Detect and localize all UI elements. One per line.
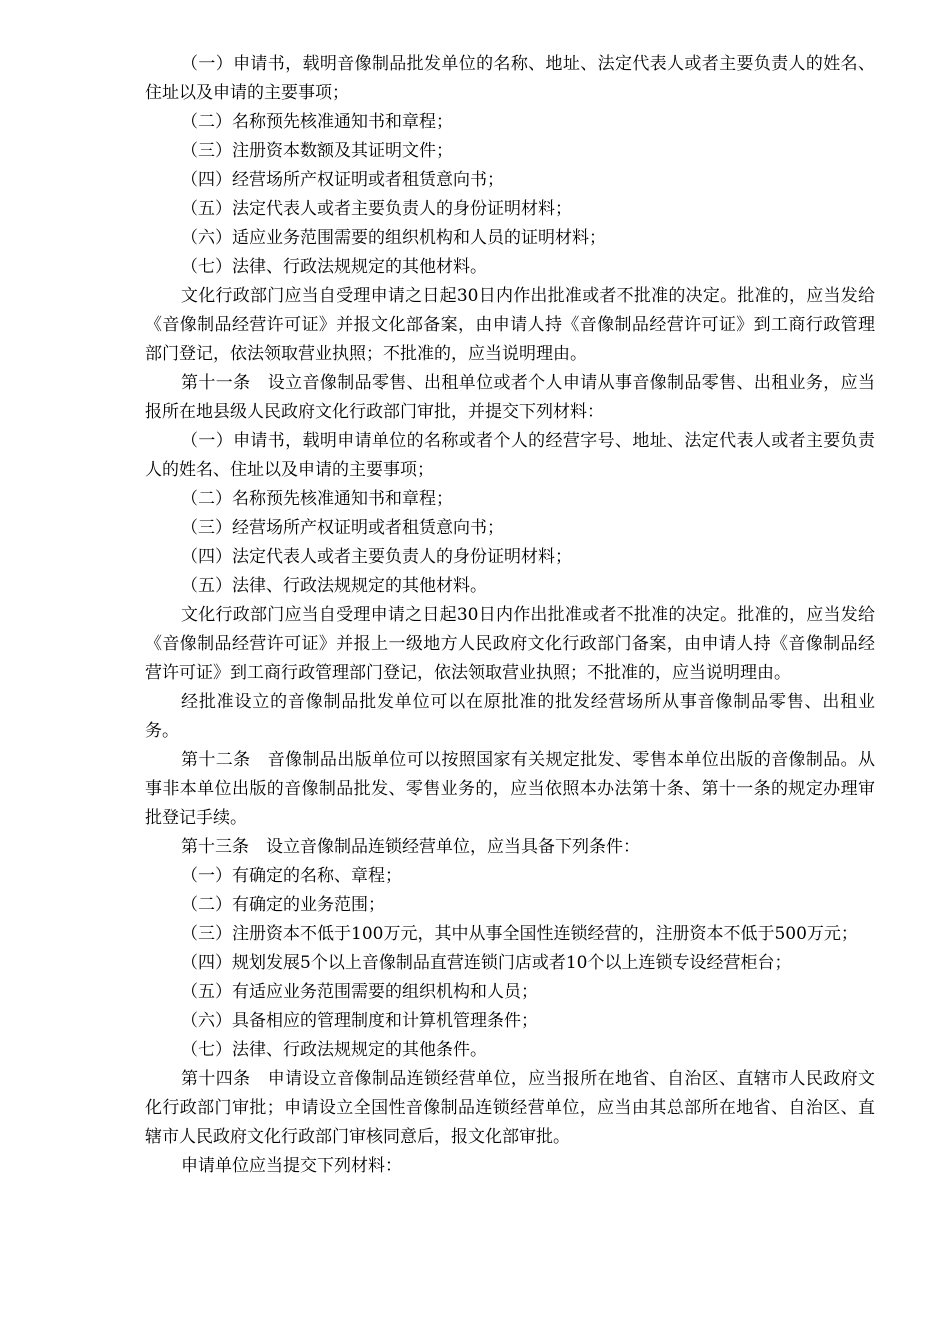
paragraph-item-3: （三）经营场所产权证明或者租赁意向书； xyxy=(181,518,504,538)
paragraph-item-7: （七）法律、行政法规规定的其他条件。 xyxy=(181,1040,487,1060)
paragraph-item-5: （五）法律、行政法规规定的其他材料。 xyxy=(181,576,487,596)
paragraph-item-1: （一）有确定的名称、章程； xyxy=(181,866,402,886)
document-page xyxy=(145,50,875,1181)
article-14: 第十四条 申请设立音像制品连锁经营单位，应当报所在地省、自治区、直辖市人民政府文化行政部门审批；申请设立全国性音像制品连锁经营单位，应当由其总部所在地省、自治区、直辖市人民政府文化行政部门审核同意后，报文化部审批。 xyxy=(145,1069,875,1147)
article-11: 第十一条 设立音像制品零售、出租单位或者个人申请从事音像制品零售、出租业务，应当报所在地县级人民政府文化行政部门审批，并提交下列材料： xyxy=(145,373,875,422)
paragraph-approval-retail: 文化行政部门应当自受理申请之日起30日内作出批准或者不批准的决定。批准的，应当发给《音像制品经营许可证》并报上一级地方人民政府文化行政部门备案，由申请人持《音像制品经营许可证》到工商行政管理部门登记，依法领取营业执照；不批准的，应当说明理由。 xyxy=(145,605,875,683)
paragraph-item-6: （六）适应业务范围需要的组织机构和人员的证明材料； xyxy=(181,228,606,248)
paragraph-wholesale-retail-note: 经批准设立的音像制品批发单位可以在原批准的批发经营场所从事音像制品零售、出租业务。 xyxy=(145,692,875,741)
paragraph-item-5: （五）有适应业务范围需要的组织机构和人员； xyxy=(181,982,538,1002)
paragraph-item-2: （二）名称预先核准通知书和章程； xyxy=(181,112,453,132)
paragraph-item-3: （三）注册资本不低于100万元，其中从事全国性连锁经营的，注册资本不低于500万元； xyxy=(181,924,858,944)
paragraph-item-1: （一）申请书，载明音像制品批发单位的名称、地址、法定代表人或者主要负责人的姓名、住址以及申请的主要事项； xyxy=(145,54,875,103)
paragraph-item-4: （四）规划发展5个以上音像制品直营连锁门店或者10个以上连锁专设经营柜台； xyxy=(181,953,792,973)
article-12: 第十二条 音像制品出版单位可以按照国家有关规定批发、零售本单位出版的音像制品。从事非本单位出版的音像制品批发、零售业务的，应当依照本办法第十条、第十一条的规定办理审批登记手续。 xyxy=(145,750,875,828)
paragraph-item-6: （六）具备相应的管理制度和计算机管理条件； xyxy=(181,1011,538,1031)
paragraph-item-2: （二）有确定的业务范围； xyxy=(181,895,385,915)
paragraph-item-4: （四）法定代表人或者主要负责人的身份证明材料； xyxy=(181,547,572,567)
paragraph-approval-wholesale: 文化行政部门应当自受理申请之日起30日内作出批准或者不批准的决定。批准的，应当发给《音像制品经营许可证》并报文化部备案，由申请人持《音像制品经营许可证》到工商行政管理部门登记，依法领取营业执照；不批准的，应当说明理由。 xyxy=(145,286,875,364)
paragraph-item-1: （一）申请书，载明申请单位的名称或者个人的经营字号、地址、法定代表人或者主要负责人的姓名、住址以及申请的主要事项； xyxy=(145,431,875,480)
paragraph-item-4: （四）经营场所产权证明或者租赁意向书； xyxy=(181,170,504,190)
paragraph-item-3: （三）注册资本数额及其证明文件； xyxy=(181,141,453,161)
paragraph-materials-intro: 申请单位应当提交下列材料： xyxy=(181,1156,402,1176)
paragraph-item-5: （五）法定代表人或者主要负责人的身份证明材料； xyxy=(181,199,572,219)
paragraph-item-7: （七）法律、行政法规规定的其他材料。 xyxy=(181,257,487,277)
article-13: 第十三条 设立音像制品连锁经营单位，应当具备下列条件： xyxy=(181,837,640,857)
paragraph-item-2: （二）名称预先核准通知书和章程； xyxy=(181,489,453,509)
